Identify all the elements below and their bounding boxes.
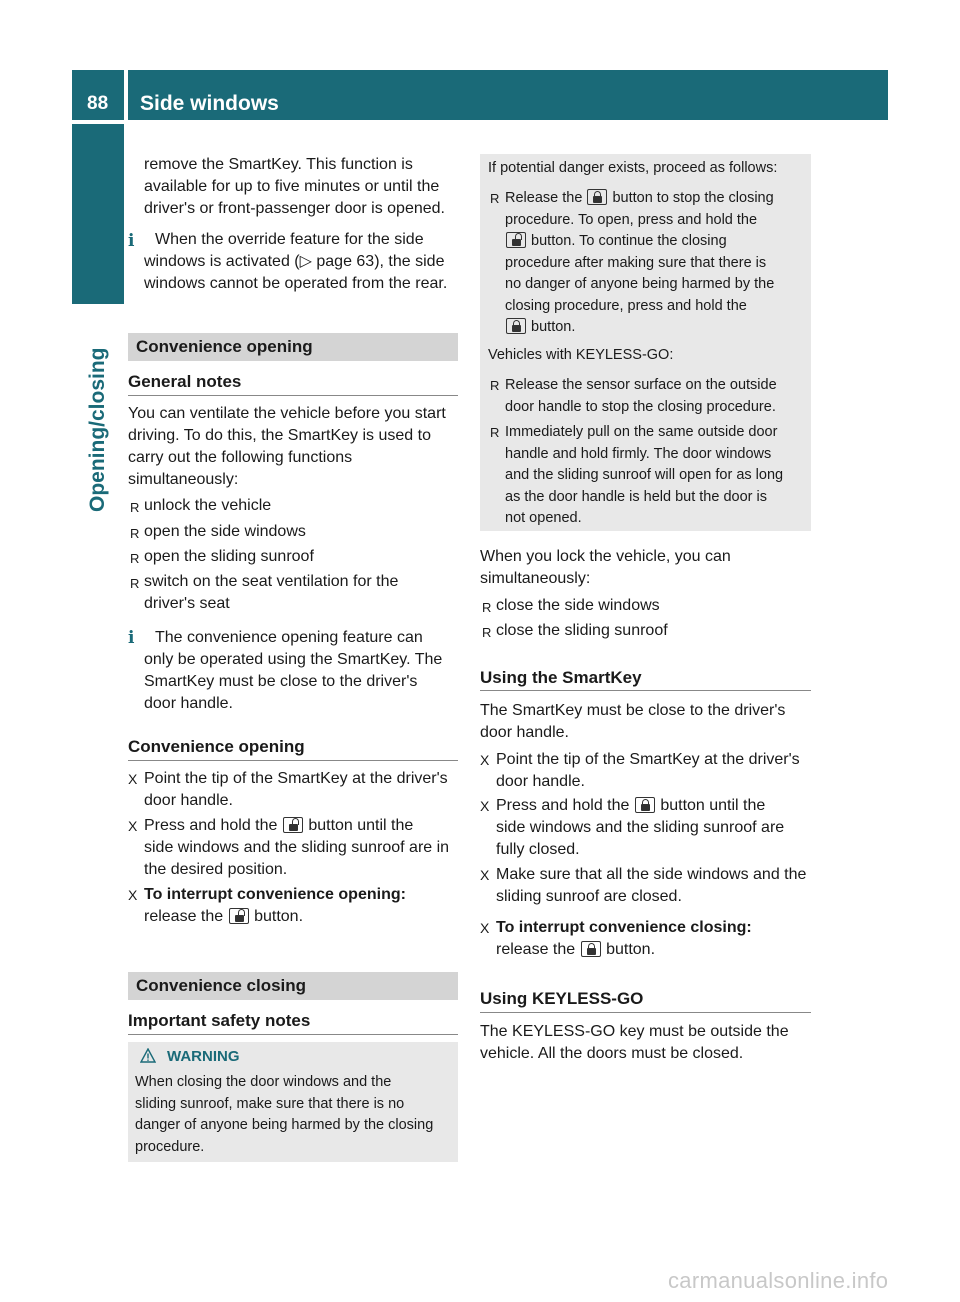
general-notes-text <box>128 403 446 491</box>
lock-button-icon <box>587 189 607 205</box>
text-line: closing procedure, press and hold the <box>505 297 747 314</box>
text-line <box>505 231 774 253</box>
text-line: To interrupt convenience opening: <box>144 886 406 903</box>
text-line: vehicle. All the doors must be closed. <box>480 1045 744 1062</box>
text-line <box>496 795 784 817</box>
text-line: door handle. <box>480 724 569 741</box>
note-override <box>144 229 448 295</box>
text-line: When closing the door windows and the <box>135 1074 392 1090</box>
text-line: Point the tip of the SmartKey at the driver's <box>144 770 448 787</box>
subheading-using-keyless-go: Using KEYLESS-GO <box>480 989 644 1008</box>
text-fragment: button. <box>606 941 656 958</box>
lock-button-icon <box>506 318 526 334</box>
text-line: door handle. <box>496 773 585 790</box>
step-arrow: X <box>480 752 490 768</box>
text-line: driving. To do this, the SmartKey is used to <box>128 427 431 444</box>
text-line: danger of anyone being harmed by the closing <box>135 1117 434 1133</box>
sk-step-press-hold <box>496 795 784 861</box>
text-line: the desired position. <box>144 861 288 878</box>
text-line <box>144 815 449 837</box>
page-title: Side windows <box>140 92 279 115</box>
list-item: unlock the vehicle <box>144 497 272 514</box>
step-arrow: X <box>480 798 490 814</box>
list-item: switch on the seat ventilation for the <box>144 573 399 590</box>
text-fragment: button to stop the closing <box>612 190 774 206</box>
list-item: open the sliding sunroof <box>144 548 314 565</box>
box-bullet-sensor <box>505 375 777 418</box>
note-convenience <box>144 627 443 715</box>
subheading-convenience-opening: Convenience opening <box>128 737 305 756</box>
bullet-marker: R <box>482 600 492 615</box>
info-icon: i <box>128 231 135 251</box>
smartkey-paragraph <box>480 700 785 744</box>
text-line: carry out the following functions <box>128 449 353 466</box>
bullet-marker: R <box>490 191 500 206</box>
divider <box>128 760 458 761</box>
text-fragment: button until the <box>308 817 414 834</box>
warning-text <box>135 1072 433 1158</box>
sk-step-interrupt-closing <box>496 917 752 961</box>
text-line <box>144 906 406 928</box>
text-fragment: release the <box>496 941 576 958</box>
step-interrupt-opening <box>144 884 406 928</box>
text-fragment: button. To continue the closing <box>531 233 727 249</box>
text-line: windows cannot be operated from the rear. <box>144 275 448 292</box>
divider <box>128 1034 458 1035</box>
divider <box>480 1012 811 1013</box>
divider <box>480 690 811 691</box>
text-line: You can ventilate the vehicle before you start <box>128 405 446 422</box>
page-number: 88 <box>87 93 109 114</box>
bullet-marker: R <box>130 551 140 566</box>
step-arrow: X <box>128 771 138 787</box>
sk-step-point <box>496 749 800 793</box>
text-line: driver's or front-passenger door is opened. <box>144 200 445 217</box>
bullet-marker: R <box>482 625 492 640</box>
box-keyless-label: Vehicles with KEYLESS-GO: <box>488 347 674 363</box>
text-line: When the override feature for the side <box>155 231 424 248</box>
watermark <box>660 1262 960 1302</box>
text-line: sliding sunroof, make sure that there is no <box>135 1095 405 1112</box>
lock-paragraph <box>480 546 731 590</box>
step-press-hold <box>144 815 449 881</box>
unlock-button-icon <box>229 908 249 924</box>
step-arrow: X <box>128 818 138 834</box>
list-item: close the side windows <box>496 597 660 614</box>
subheading-general-notes: General notes <box>128 372 242 391</box>
text-line: only be operated using the SmartKey. The <box>144 651 443 668</box>
text-line <box>505 188 774 210</box>
lock-button-icon <box>581 941 601 957</box>
text-fragment: Release the <box>505 190 583 206</box>
text-line: Point the tip of the SmartKey at the driver's <box>496 751 800 768</box>
section-title: Convenience opening <box>136 337 313 356</box>
watermark-text: carmanualsonline.info <box>668 1268 889 1293</box>
text-line: procedure after making sure that there is <box>505 254 767 271</box>
warning-triangle-icon <box>140 1048 156 1064</box>
text-line: and the sliding sunroof will open for as long <box>505 467 784 483</box>
step-arrow: X <box>128 887 138 903</box>
subheading-safety-notes: Important safety notes <box>128 1011 311 1030</box>
section-bar-closing <box>128 972 458 1000</box>
text-line: fully closed. <box>496 841 580 858</box>
box-lead: If potential danger exists, proceed as follows: <box>488 160 778 176</box>
box-bullet-release <box>505 188 774 339</box>
sk-step-make-sure <box>496 864 806 908</box>
bullet-marker: R <box>490 425 500 440</box>
bullet-marker: R <box>490 378 500 393</box>
text-line <box>496 939 752 961</box>
text-line: Immediately pull on the same outside door <box>505 424 778 440</box>
text-line: as the door handle is held but the door is <box>505 488 767 505</box>
text-line: When you lock the vehicle, you can <box>480 548 731 565</box>
side-tab-block <box>72 124 124 304</box>
text-line: handle and hold firmly. The door windows <box>505 445 772 462</box>
box-bullet-pull <box>505 422 783 530</box>
step-arrow: X <box>480 867 490 883</box>
text-line: The convenience opening feature can <box>155 629 423 646</box>
subheading-using-smartkey: Using the SmartKey <box>480 668 642 687</box>
text-line: not opened. <box>505 510 582 526</box>
info-icon: i <box>128 628 135 648</box>
bullet-marker: R <box>130 500 140 515</box>
section-bar-opening <box>128 333 458 361</box>
unlock-button-icon <box>283 817 303 833</box>
warning-label: WARNING <box>167 1048 240 1065</box>
text-fragment: button until the <box>660 797 766 814</box>
unlock-button-icon <box>506 232 526 248</box>
text-line: door handle. <box>144 792 233 809</box>
text-line: simultaneously: <box>480 570 591 587</box>
keyless-paragraph <box>480 1021 789 1065</box>
text-line: windows is activated (▷ page 63), the side <box>144 253 445 270</box>
text-fragment: button. <box>254 908 304 925</box>
text-line: simultaneously: <box>128 471 239 488</box>
text-fragment: Press and hold the <box>496 797 630 814</box>
text-line: side windows and the sliding sunroof are in <box>144 839 450 856</box>
text-fragment: Press and hold the <box>144 817 278 834</box>
text-line: available for up to five minutes or until the <box>144 178 440 195</box>
bullet-marker: R <box>130 576 140 591</box>
text-line: remove the SmartKey. This function is <box>144 156 413 173</box>
text-line: door handle to stop the closing procedure. <box>505 398 776 415</box>
text-line: procedure. <box>135 1138 205 1155</box>
step-point <box>144 768 448 812</box>
text-line: procedure. To open, press and hold the <box>505 211 758 228</box>
bullet-marker: R <box>130 526 140 541</box>
list-item: close the sliding sunroof <box>496 622 668 639</box>
text-line: door handle. <box>144 695 233 712</box>
text-fragment: release the <box>144 908 224 925</box>
text-line: sliding sunroof are closed. <box>496 888 682 905</box>
text-line <box>505 317 774 339</box>
text-fragment: button. <box>531 319 576 335</box>
text-line: Make sure that all the side windows and the <box>496 866 807 883</box>
step-arrow: X <box>480 920 490 936</box>
list-item: driver's seat <box>144 595 230 612</box>
text-line: To interrupt convenience closing: <box>496 919 752 936</box>
text-line: Release the sensor surface on the outside <box>505 377 777 393</box>
list-item: open the side windows <box>144 523 306 540</box>
section-title: Convenience closing <box>136 976 307 995</box>
text-line: no danger of anyone being harmed by the <box>505 276 775 292</box>
text-line: side windows and the sliding sunroof are <box>496 819 785 836</box>
intro-text <box>144 154 445 220</box>
text-line: The KEYLESS-GO key must be outside the <box>480 1023 789 1040</box>
divider <box>128 395 458 396</box>
lock-button-icon <box>635 797 655 813</box>
text-line: SmartKey must be close to the driver's <box>144 673 418 690</box>
text-line: The SmartKey must be close to the driver's <box>480 702 786 719</box>
